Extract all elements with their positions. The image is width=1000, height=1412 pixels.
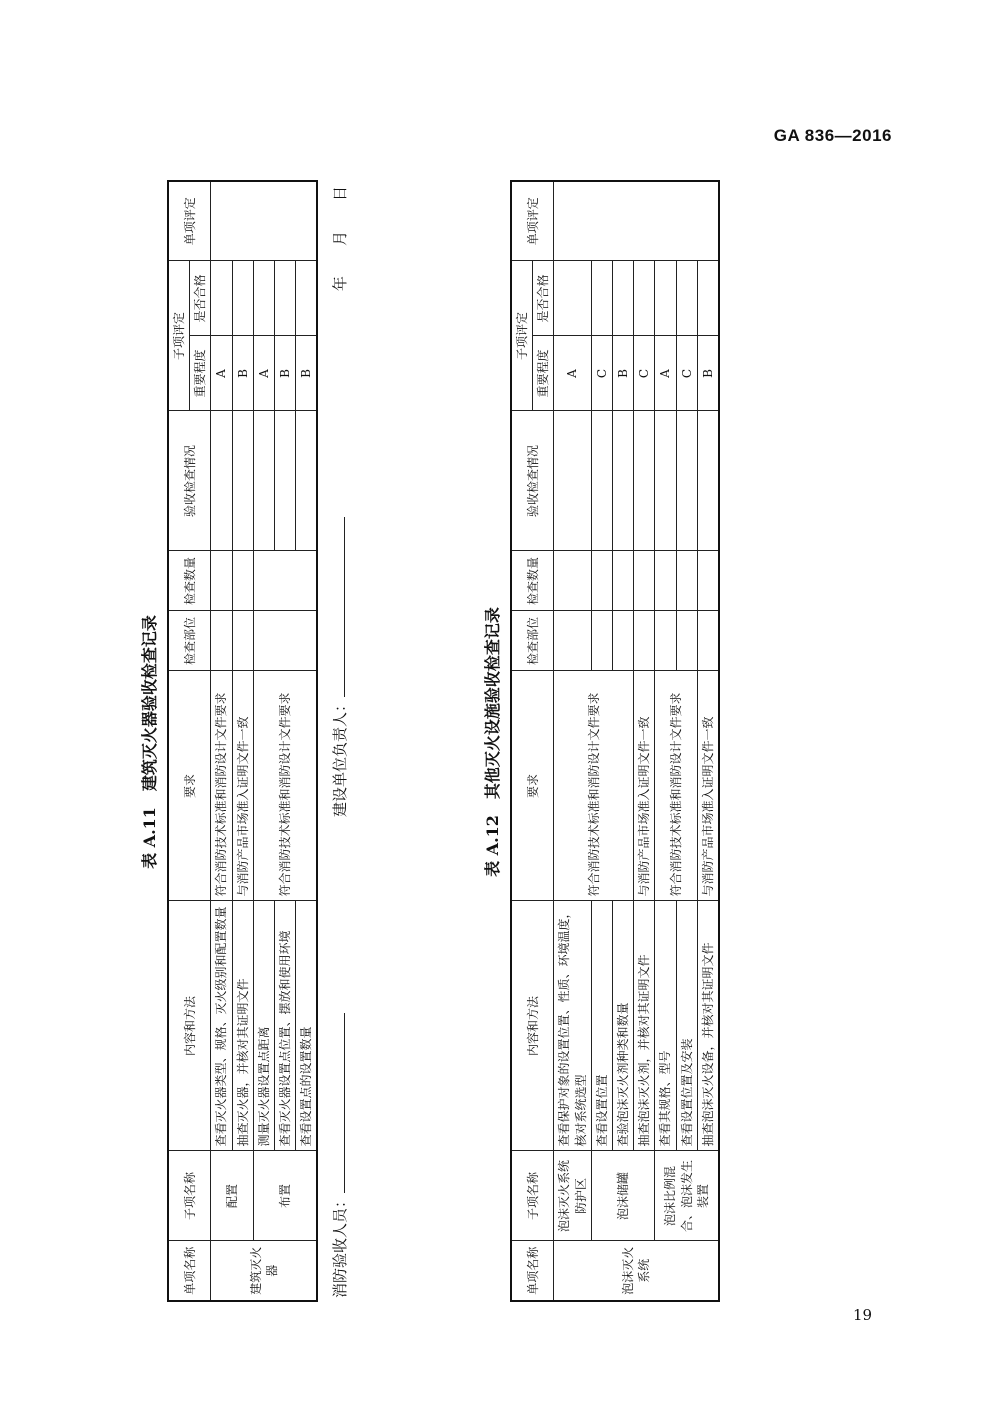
content-cell: 查看设置位置 (591, 901, 612, 1151)
status-cell[interactable] (253, 411, 274, 551)
sub-name-cell: 泡沫储罐 (591, 1151, 655, 1241)
sub-name-cell: 配置 (211, 1151, 253, 1241)
th-unit-eval: 单项评定 (511, 181, 554, 261)
sub-name-cell: 泡沫比例混合、泡沫发生装置 (655, 1151, 719, 1241)
inspector-signature-field[interactable] (330, 1013, 345, 1193)
table-header-row (511, 181, 533, 1301)
table-a11 (167, 180, 318, 1302)
day-label: 日 (330, 186, 349, 202)
table-row (655, 181, 676, 1301)
th-unit-name: 单项名称 (511, 1241, 554, 1301)
owner-label: 建设单位负责人： (330, 697, 349, 818)
status-cell[interactable] (655, 411, 676, 551)
quantity-cell[interactable] (697, 551, 719, 611)
location-cell[interactable] (655, 611, 676, 671)
th-sub-eval: 子项评定 (168, 261, 190, 411)
location-cell[interactable] (634, 611, 655, 671)
status-cell[interactable] (591, 411, 612, 551)
year-label: 年 (330, 276, 349, 292)
th-sub-name: 子项名称 (511, 1151, 554, 1241)
table-row (697, 181, 719, 1301)
th-quantity: 检查数量 (511, 551, 554, 611)
status-cell[interactable] (554, 411, 591, 551)
content-cell: 查看灭火器类型、规格、灭火级别和配置数量 (211, 901, 232, 1151)
content-cell: 查看灭火器设置点位置、摆放和使用环境 (274, 901, 295, 1151)
table-row (232, 181, 253, 1301)
importance-cell: A (211, 336, 232, 411)
date-field[interactable] (329, 186, 350, 321)
th-content: 内容和方法 (168, 901, 211, 1151)
th-unit-name: 单项名称 (168, 1241, 211, 1301)
requirement-cell: 符合消防技术标准和消防设计文件要求 (554, 671, 634, 901)
requirement-cell: 符合消防技术标准和消防设计文件要求 (211, 671, 232, 901)
month-label: 月 (330, 231, 349, 247)
unit-name-cell: 建筑灭火器 (211, 1241, 317, 1301)
standard-number: GA 836—2016 (773, 126, 892, 145)
table-a12-caption: 表 A.12 其他灭火设施验收检查记录 (483, 607, 502, 877)
owner-signature-field[interactable] (330, 517, 345, 697)
content-cell: 抽查灭火器，并核对其证明文件 (232, 901, 253, 1151)
table-row (253, 181, 274, 1301)
importance-cell: C (676, 336, 697, 411)
status-cell[interactable] (697, 411, 719, 551)
qualified-cell[interactable] (676, 261, 697, 336)
th-requirement: 要求 (511, 671, 554, 901)
status-cell[interactable] (211, 411, 232, 551)
content-cell: 查看设置位置及安装 (676, 901, 697, 1151)
th-status: 验收检查情况 (511, 411, 554, 551)
quantity-cell[interactable] (211, 551, 232, 611)
importance-cell: C (634, 336, 655, 411)
quantity-cell[interactable] (554, 551, 591, 611)
requirement-cell: 与消防产品市场准入证明文件一致 (232, 671, 253, 901)
inspector-label: 消防验收人员： (330, 1192, 349, 1298)
unit-eval-cell[interactable] (554, 181, 719, 261)
table-row (211, 181, 232, 1301)
unit-eval-cell[interactable] (211, 181, 317, 261)
importance-cell: C (591, 336, 612, 411)
status-cell[interactable] (634, 411, 655, 551)
content-cell: 抽查泡沫灭火设备，并核对其证明文件 (697, 901, 719, 1151)
requirement-cell: 符合消防技术标准和消防设计文件要求 (655, 671, 697, 901)
status-cell[interactable] (274, 411, 295, 551)
importance-cell: B (697, 336, 719, 411)
location-cell[interactable] (591, 611, 612, 671)
quantity-cell[interactable] (655, 551, 676, 611)
location-cell[interactable] (211, 611, 232, 671)
importance-cell: A (253, 336, 274, 411)
qualified-cell[interactable] (697, 261, 719, 336)
importance-cell: A (655, 336, 676, 411)
requirement-cell: 与消防产品市场准入证明文件一致 (634, 671, 655, 901)
status-cell[interactable] (232, 411, 253, 551)
quantity-cell[interactable] (634, 551, 655, 611)
importance-cell: B (232, 336, 253, 411)
qualified-cell[interactable] (253, 261, 274, 336)
table-a12 (510, 180, 720, 1302)
status-cell[interactable] (296, 411, 318, 551)
sub-name-cell: 泡沫灭火系统防护区 (554, 1151, 591, 1241)
location-cell[interactable] (676, 611, 697, 671)
qualified-cell[interactable] (655, 261, 676, 336)
th-content: 内容和方法 (511, 901, 554, 1151)
th-qualified: 是否合格 (190, 261, 211, 336)
quantity-cell[interactable] (253, 551, 317, 611)
signature-line (318, 182, 360, 1302)
th-importance: 重要程度 (190, 336, 211, 411)
th-sub-name: 子项名称 (168, 1151, 211, 1241)
th-sub-eval: 子项评定 (511, 261, 533, 411)
table-header-row (168, 181, 190, 1301)
content-cell: 查看其规格、型号 (655, 901, 676, 1151)
table-row (634, 181, 655, 1301)
qualified-cell[interactable] (612, 261, 633, 336)
location-cell[interactable] (612, 611, 633, 671)
content-cell: 抽查泡沫灭火剂，并核对其证明文件 (634, 901, 655, 1151)
content-cell: 测量灭火器设置点距离 (253, 901, 274, 1151)
content-cell: 查看保护对象的设置位置、性质、环境温度，核对系统选型 (554, 901, 591, 1151)
location-cell[interactable] (697, 611, 719, 671)
location-cell[interactable] (232, 611, 253, 671)
table-a12-block (476, 182, 720, 1302)
status-cell[interactable] (612, 411, 633, 551)
table-a11-block (133, 182, 360, 1302)
status-cell[interactable] (676, 411, 697, 551)
qualified-cell[interactable] (634, 261, 655, 336)
quantity-cell[interactable] (591, 551, 612, 611)
table-row (554, 181, 591, 1301)
th-location: 检查部位 (511, 611, 554, 671)
unit-name-cell: 泡沫灭火系统 (554, 1241, 719, 1301)
qualified-cell[interactable] (211, 261, 232, 336)
location-cell[interactable] (253, 611, 317, 671)
importance-cell: B (612, 336, 633, 411)
qualified-cell[interactable] (554, 261, 591, 336)
page-number: 19 (853, 1306, 873, 1324)
th-unit-eval: 单项评定 (168, 181, 211, 261)
location-cell[interactable] (554, 611, 591, 671)
th-quantity: 检查数量 (168, 551, 211, 611)
importance-cell: A (554, 336, 591, 411)
quantity-cell[interactable] (676, 551, 697, 611)
th-qualified: 是否合格 (533, 261, 554, 336)
requirement-cell: 与消防产品市场准入证明文件一致 (697, 671, 719, 901)
th-requirement: 要求 (168, 671, 211, 901)
qualified-cell[interactable] (232, 261, 253, 336)
content-cell: 查验泡沫灭火剂种类和数量 (612, 901, 633, 1151)
requirement-cell: 符合消防技术标准和消防设计文件要求 (253, 671, 317, 901)
th-location: 检查部位 (168, 611, 211, 671)
table-a11-caption: 表 A.11 建筑灭火器验收检查记录 (140, 615, 159, 869)
sub-name-cell: 布置 (253, 1151, 317, 1241)
th-importance: 重要程度 (533, 336, 554, 411)
qualified-cell[interactable] (274, 261, 295, 336)
quantity-cell[interactable] (232, 551, 253, 611)
importance-cell: B (274, 336, 295, 411)
quantity-cell[interactable] (612, 551, 633, 611)
th-status: 验收检查情况 (168, 411, 211, 551)
importance-cell: B (296, 336, 318, 411)
qualified-cell[interactable] (296, 261, 318, 336)
content-cell: 查看设置点的设置数量 (296, 901, 318, 1151)
qualified-cell[interactable] (591, 261, 612, 336)
